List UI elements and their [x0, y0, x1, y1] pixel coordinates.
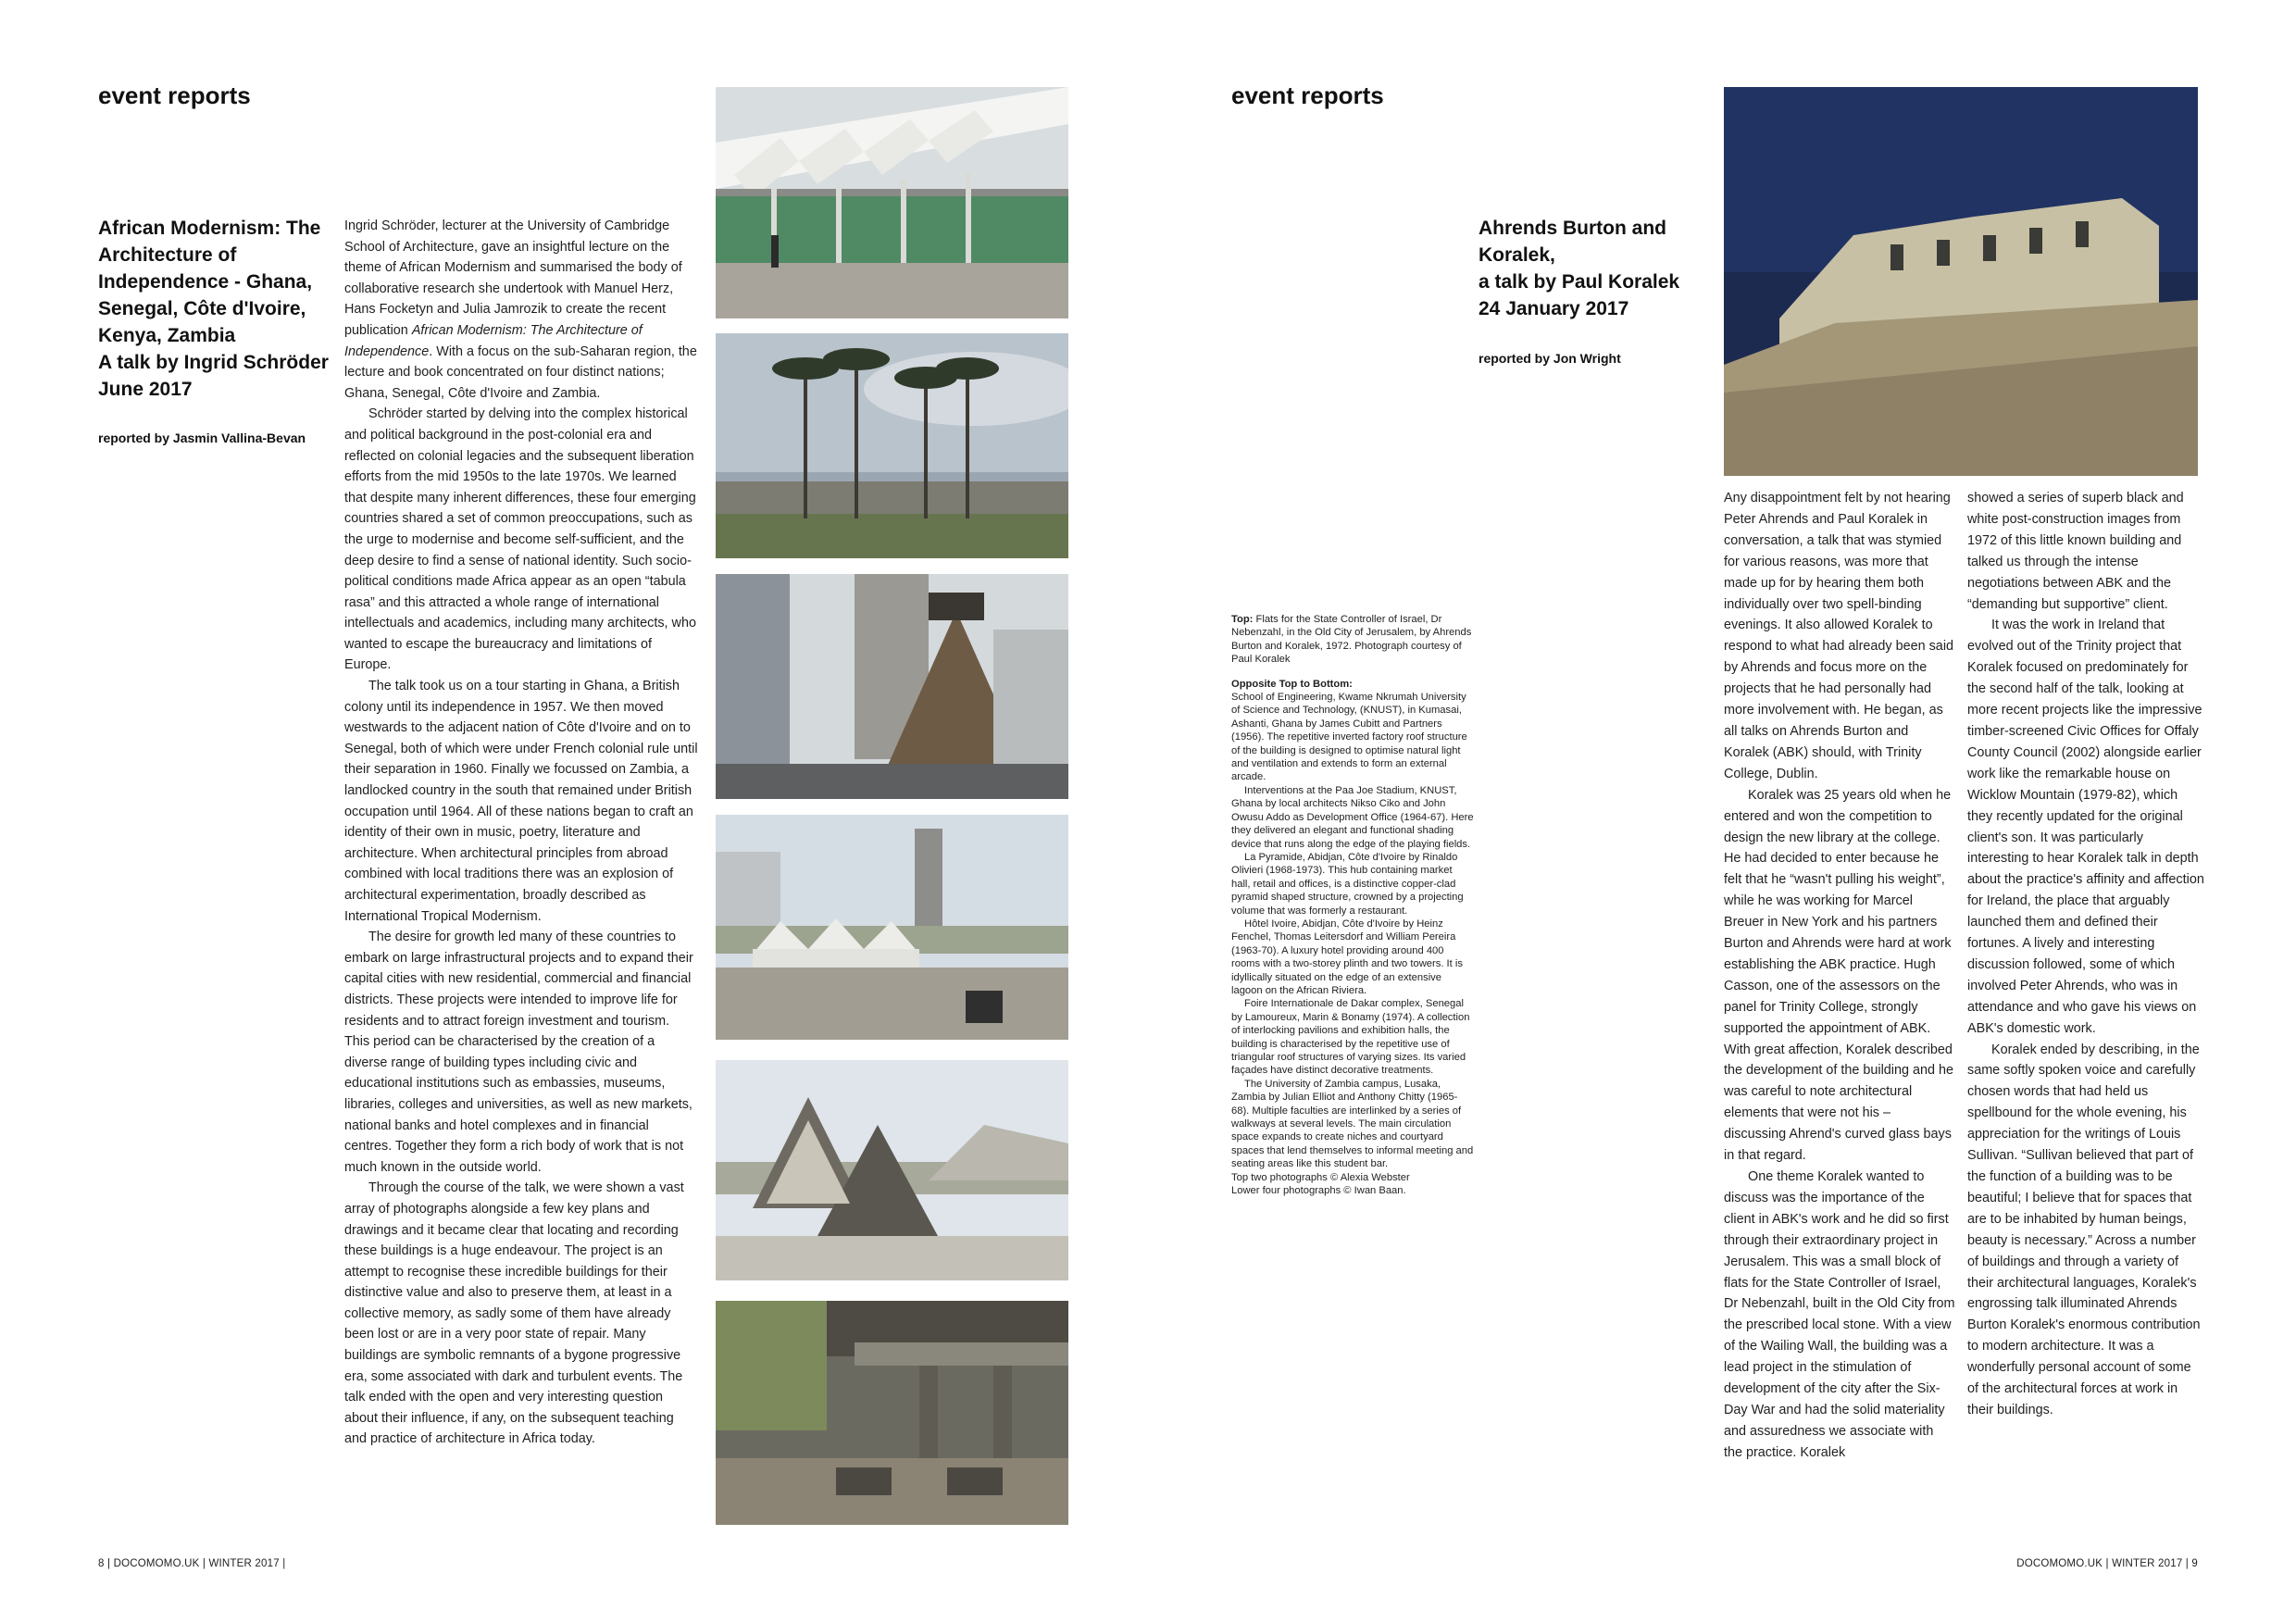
caption-credit: Lower four photographs © Iwan Baan. — [1231, 1185, 1406, 1197]
title-line: Architecture of — [98, 244, 237, 266]
body-paragraph: Ingrid Schröder, lecturer at the University of Cambridge School of Architecture, gave an insightful lecture on the theme of African Modernism and summarised the body of collaborative research she undertook with Manuel Herz, Hans Focketyn and Julia Jamrozik to create the recent publication African Modernism: The Architecture of Independence. With a focus on the sub-Saharan region, the lecture and book concentrated on four distinct nations; Ghana, Senegal, Côte d'Ivoire and Zambia. — [344, 218, 697, 401]
left-reported-by: reported by Jasmin Vallina-Bevan — [98, 431, 306, 445]
right-article-body-col1 — [1724, 488, 1955, 1464]
right-section-title: event reports — [1231, 81, 1384, 109]
body-paragraph: One theme Koralek wanted to discuss was the importance of the client in ABK's work and he did so first through their extraordinary project in Jerusalem. This was a small block of flats for the State Controller of Israel, Dr Nebenzahl, built in the Old City from the prescribed local stone. With a view of the Wailing Wall, the building was a lead project in the stimulation of development of the city after the Six-Day War and had the solid materiality and assuredness we associate with the practice. Koralek — [1724, 1169, 1955, 1460]
caption-item: School of Engineering, Kwame Nkrumah University of Science and Technology, (KNUST), in Kumasai, Ashanti, Ghana by James Cubitt and Partners (1956). The repetitive inverted factory roof structure of the building is designed to optimise natural light and ventilation and extends to form an external arcade. — [1231, 692, 1467, 783]
left-footer: 8 | DOCOMOMO.UK | WINTER 2017 | — [98, 1558, 286, 1569]
title-line: 24 January 2017 — [1479, 298, 1629, 319]
left-section-title: event reports — [98, 81, 251, 109]
title-line: a talk by Paul Koralek — [1479, 271, 1680, 293]
caption-credit: Top two photographs © Alexia Webster — [1231, 1171, 1410, 1183]
left-article-body — [344, 216, 698, 1450]
title-line: June 2017 — [98, 379, 193, 400]
caption-opposite-label: Opposite Top to Bottom: — [1231, 678, 1353, 690]
photo-la-pyramide — [716, 574, 1068, 799]
body-paragraph: showed a series of superb black and white post-construction images from 1972 of this little known building and talked us through the intense negotiations between ABK and the “demanding but supportive” client. — [1967, 491, 2184, 612]
body-paragraph: The desire for growth led many of these countries to embark on large infrastructural projects and to expand their capital cities with new residential, commercial and financial districts. These projects were intended to improve life for residents and to attract foreign investment and tourism. This period can be characterised by the creation of a diverse range of building types including civic and educational institutions such as embassies, museums, libraries, colleges and universities, as well as new markets, national banks and hotel complexes and in financial centres. Together they form a rich body of work that is not much known in the outside world. — [344, 930, 693, 1175]
title-line: Senegal, Côte d'Ivoire, — [98, 298, 306, 319]
title-line: Ahrends Burton and — [1479, 218, 1666, 239]
left-article-title — [98, 215, 348, 403]
caption-item: Foire Internationale de Dakar complex, Senegal by Lamoureux, Marin & Bonamy (1974). A collection of interlocking pavilions and exhibition halls, the building is characterised by the repetitive use of triangular roof structures of varying sizes. Its varied façades have distinct decorative treatments. — [1231, 998, 1470, 1077]
title-line: African Modernism: The — [98, 218, 321, 239]
photo-university-zambia — [716, 1301, 1068, 1525]
right-article-title — [1479, 215, 1719, 322]
photo-knust-engineering — [716, 87, 1068, 318]
body-paragraph: Koralek was 25 years old when he entered and won the competition to design the new library at the college. He had decided to enter because he felt that he “wasn't pulling his weight”, while he was working for Marcel Breuer in New York and his partners Burton and Ahrends were hard at work establishing the ABK practice. Hugh Casson, one of the assessors on the panel for Trinity College, strongly supported the appointment of ABK. With great affection, Koralek described the development of the building and he was careful to note architectural elements that were not his – discussing Ahrend's curved glass bays in that regard. — [1724, 787, 1954, 1164]
photo-foire-dakar — [716, 1060, 1068, 1280]
title-line: Independence - Ghana, — [98, 271, 313, 293]
photo-jerusalem-flats — [1724, 87, 2198, 476]
right-reported-by: reported by Jon Wright — [1479, 351, 1621, 366]
title-line: A talk by Ingrid Schröder — [98, 352, 329, 373]
title-line: Kenya, Zambia — [98, 325, 236, 346]
caption-item: The University of Zambia campus, Lusaka, Zambia by Julian Elliot and Anthony Chitty (1965-68). Multiple faculties are interlinked by a series of walkways at several levels. The main circulation space expands to create niches and courtyard spaces that lend themselves to informal meeting and seating areas like this student bar. — [1231, 1078, 1474, 1170]
photo-captions — [1231, 613, 1474, 1197]
body-paragraph: Koralek ended by describing, in the same softly spoken voice and carefully chosen words that had held us spellbound for the whole evening, his appreciation for the writings of Louis Sullivan. “Sullivan believed that part of the function of a building was to be beautiful; I believe that for spaces that are to be inhabited by human beings, beauty is necessary.” Across a number of buildings and through a variety of their architectural languages, Koralek's engrossing talk illuminated Ahrends Burton Koralek's enormous contribution to modern architecture. It was a wonderfully personal account of some of the architectural forces at work in their buildings. — [1967, 1042, 2201, 1417]
body-paragraph: Any disappointment felt by not hearing Peter Ahrends and Paul Koralek in conversation, a talk that was stymied for various reasons, was more that made up for by hearing them both individually over two spell-binding evenings. It also allowed Koralek to respond to what had already been said by Ahrends and focus more on the projects that he had personally had more involvement with. He began, as all talks on Ahrends Burton and Koralek (ABK) should, with Trinity College, Dublin. — [1724, 491, 1954, 781]
body-paragraph: The talk took us on a tour starting in Ghana, a British colony until its independence in 1957. We then moved westwards to the adjacent nation of Côte d'Ivoire and on to Senegal, both of which were under French colonial rule until their separation in 1960. Finally we focussed on Zambia, a landlocked country in the south that remained under British occupation until 1964. All of these nations began to craft an identity of their own in music, poetry, literature and architecture. When architectural principles from abroad combined with local traditions there was an explosion of architectural experimentation, broadly described as International Tropical Modernism. — [344, 679, 698, 924]
caption-item: La Pyramide, Abidjan, Côte d'Ivoire by Rinaldo Olivieri (1968-1973). This hub containing market hall, retail and offices, is a distinctive copper-clad pyramid shaped structure, crowned by a projecting volume that was formerly a restaurant. — [1231, 851, 1464, 917]
caption-item: Hôtel Ivoire, Abidjan, Côte d'Ivoire by Heinz Fenchel, Thomas Leitersdorf and William Pereira (1963-70). A luxury hotel providing around 400 rooms with a two-storey plinth and two towers. It is idyllically situated on the edge of an extensive lagoon on the African Riviera. — [1231, 918, 1463, 996]
caption-top: Top: Flats for the State Controller of Israel, Dr Nebenzahl, in the Old City of Jerusalem, by Ahrends Burton and Koralek, 1972. Photograph courtesy of Paul Koralek — [1231, 614, 1472, 666]
right-footer: DOCOMOMO.UK | WINTER 2017 | 9 — [2016, 1558, 2198, 1569]
body-paragraph: It was the work in Ireland that evolved out of the Trinity project that Koralek focused on predominately for the second half of the talk, looking at more recent projects like the impressive timber-screened Civic Offices for Offaly County Council (2002) alongside earlier work like the remarkable house on Wicklow Mountain (1979-82), which they recently updated for the original client's son. It was particularly interesting to hear Koralek talk in depth about the practice's affinity and affection for Ireland, the place that arguably launched them and defined their fortunes. A lively and interesting discussion followed, some of which involved Peter Ahrends, who was in attendance and who gave his views on ABK's domestic work. — [1967, 618, 2204, 1036]
right-article-body-col2 — [1967, 488, 2204, 1421]
photo-paa-joe-stadium — [716, 333, 1068, 558]
photo-hotel-ivoire — [716, 815, 1068, 1040]
title-line: Koralek, — [1479, 244, 1555, 266]
body-paragraph: Schröder started by delving into the complex historical and political background in the post-colonial era and reflected on colonial legacies and the subsequent liberation efforts from the mid 1950s to the late 1970s. We learned that despite many inherent differences, these four emerging countries shared a set of common preoccupations, such as the urge to modernise and become self-sufficient, and the deep desire to find a sense of national identity. Such socio-political conditions made Africa appear as an open “tabula rasa” and this attracted a whole range of international intellectuals and academics, including many architects, who wanted to escape the bureaucracy and limitations of Europe. — [344, 406, 696, 673]
caption-item: Interventions at the Paa Joe Stadium, KNUST, Ghana by local architects Nikso Ciko and John Owusu Addo as Development Office (1964-67). Here they delivered an elegant and functional shading device that runs along the edge of the playing fields. — [1231, 784, 1474, 850]
body-paragraph: Through the course of the talk, we were shown a vast array of photographs alongside a few key plans and drawings and it became clear that locating and recording these buildings is a huge endeavour. The project is an attempt to recognise these incredible buildings for their distinctive value and also to preserve them, at least in a collective memory, as sadly some of them have already been lost or are in a very poor state of repair. Many buildings are symbolic remnants of a bygone progressive era, some associated with dark and turbulent events. The talk ended with the open and very interesting question about their influence, if any, on the subsequent teaching and practice of architecture in Africa today. — [344, 1180, 684, 1447]
